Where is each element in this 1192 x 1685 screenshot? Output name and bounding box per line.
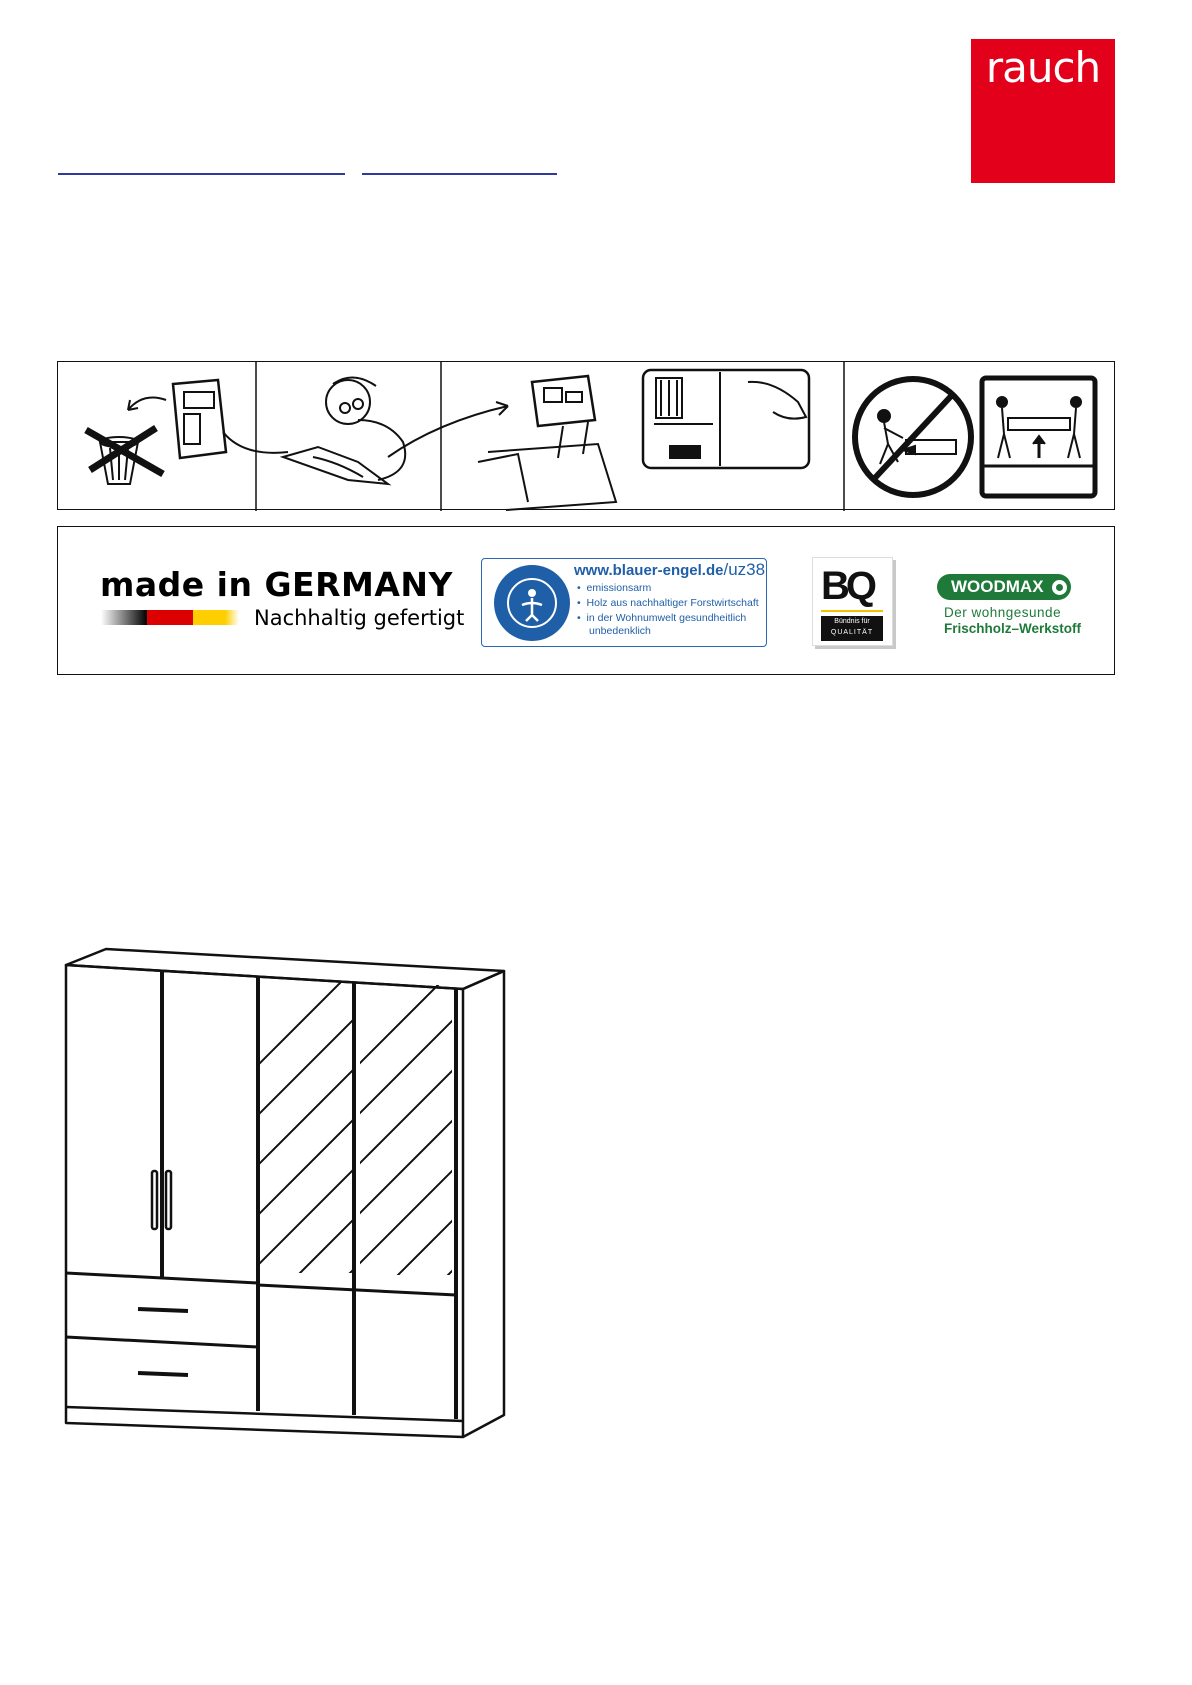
instruction-pictograms [58,362,1116,511]
rauch-logo-text: rauch [985,43,1101,92]
german-flag-stripe [101,610,239,625]
rauch-logo [971,39,1115,183]
blauer-engel-item: • emissionsarm [577,582,652,594]
no-trash-icon [86,380,226,484]
keep-documents-icon [478,370,809,510]
bq-badge [812,557,893,646]
made-in-germany-title: made in GERMANY [100,565,453,604]
header-link-1[interactable] [58,173,345,175]
read-instructions-icon [283,377,405,484]
bq-label: Bündnis für QUALITÄT [821,616,883,641]
woodmax-tagline-1: Der wohngesunde [944,605,1062,620]
blauer-engel-item: unbedenklich [589,625,651,637]
instruction-panel [57,361,1115,510]
blauer-engel-seal-icon [492,563,572,643]
lift-furniture-icon [982,378,1095,496]
blauer-engel-item: • in der Wohnumwelt gesundheitlich [577,612,747,624]
woodmax-tagline-2: Frischholz–Werkstoff [944,621,1082,636]
blauer-engel-badge [481,558,767,647]
blauer-engel-url[interactable]: www.blauer-engel.de/uz38 [574,560,766,579]
woodmax-dot-icon [1052,580,1067,595]
made-in-germany-subtitle: Nachhaltig gefertigt [254,606,465,630]
no-dragging-icon [855,379,971,495]
woodmax-logo: WOODMAX [937,574,1071,600]
bq-logo: BQ [821,564,873,608]
wardrobe-illustration [58,945,508,1445]
header-link-2[interactable] [362,173,557,175]
blauer-engel-item: • Holz aus nachhaltiger Forstwirtschaft [577,597,759,609]
bq-accent-line [821,610,883,612]
